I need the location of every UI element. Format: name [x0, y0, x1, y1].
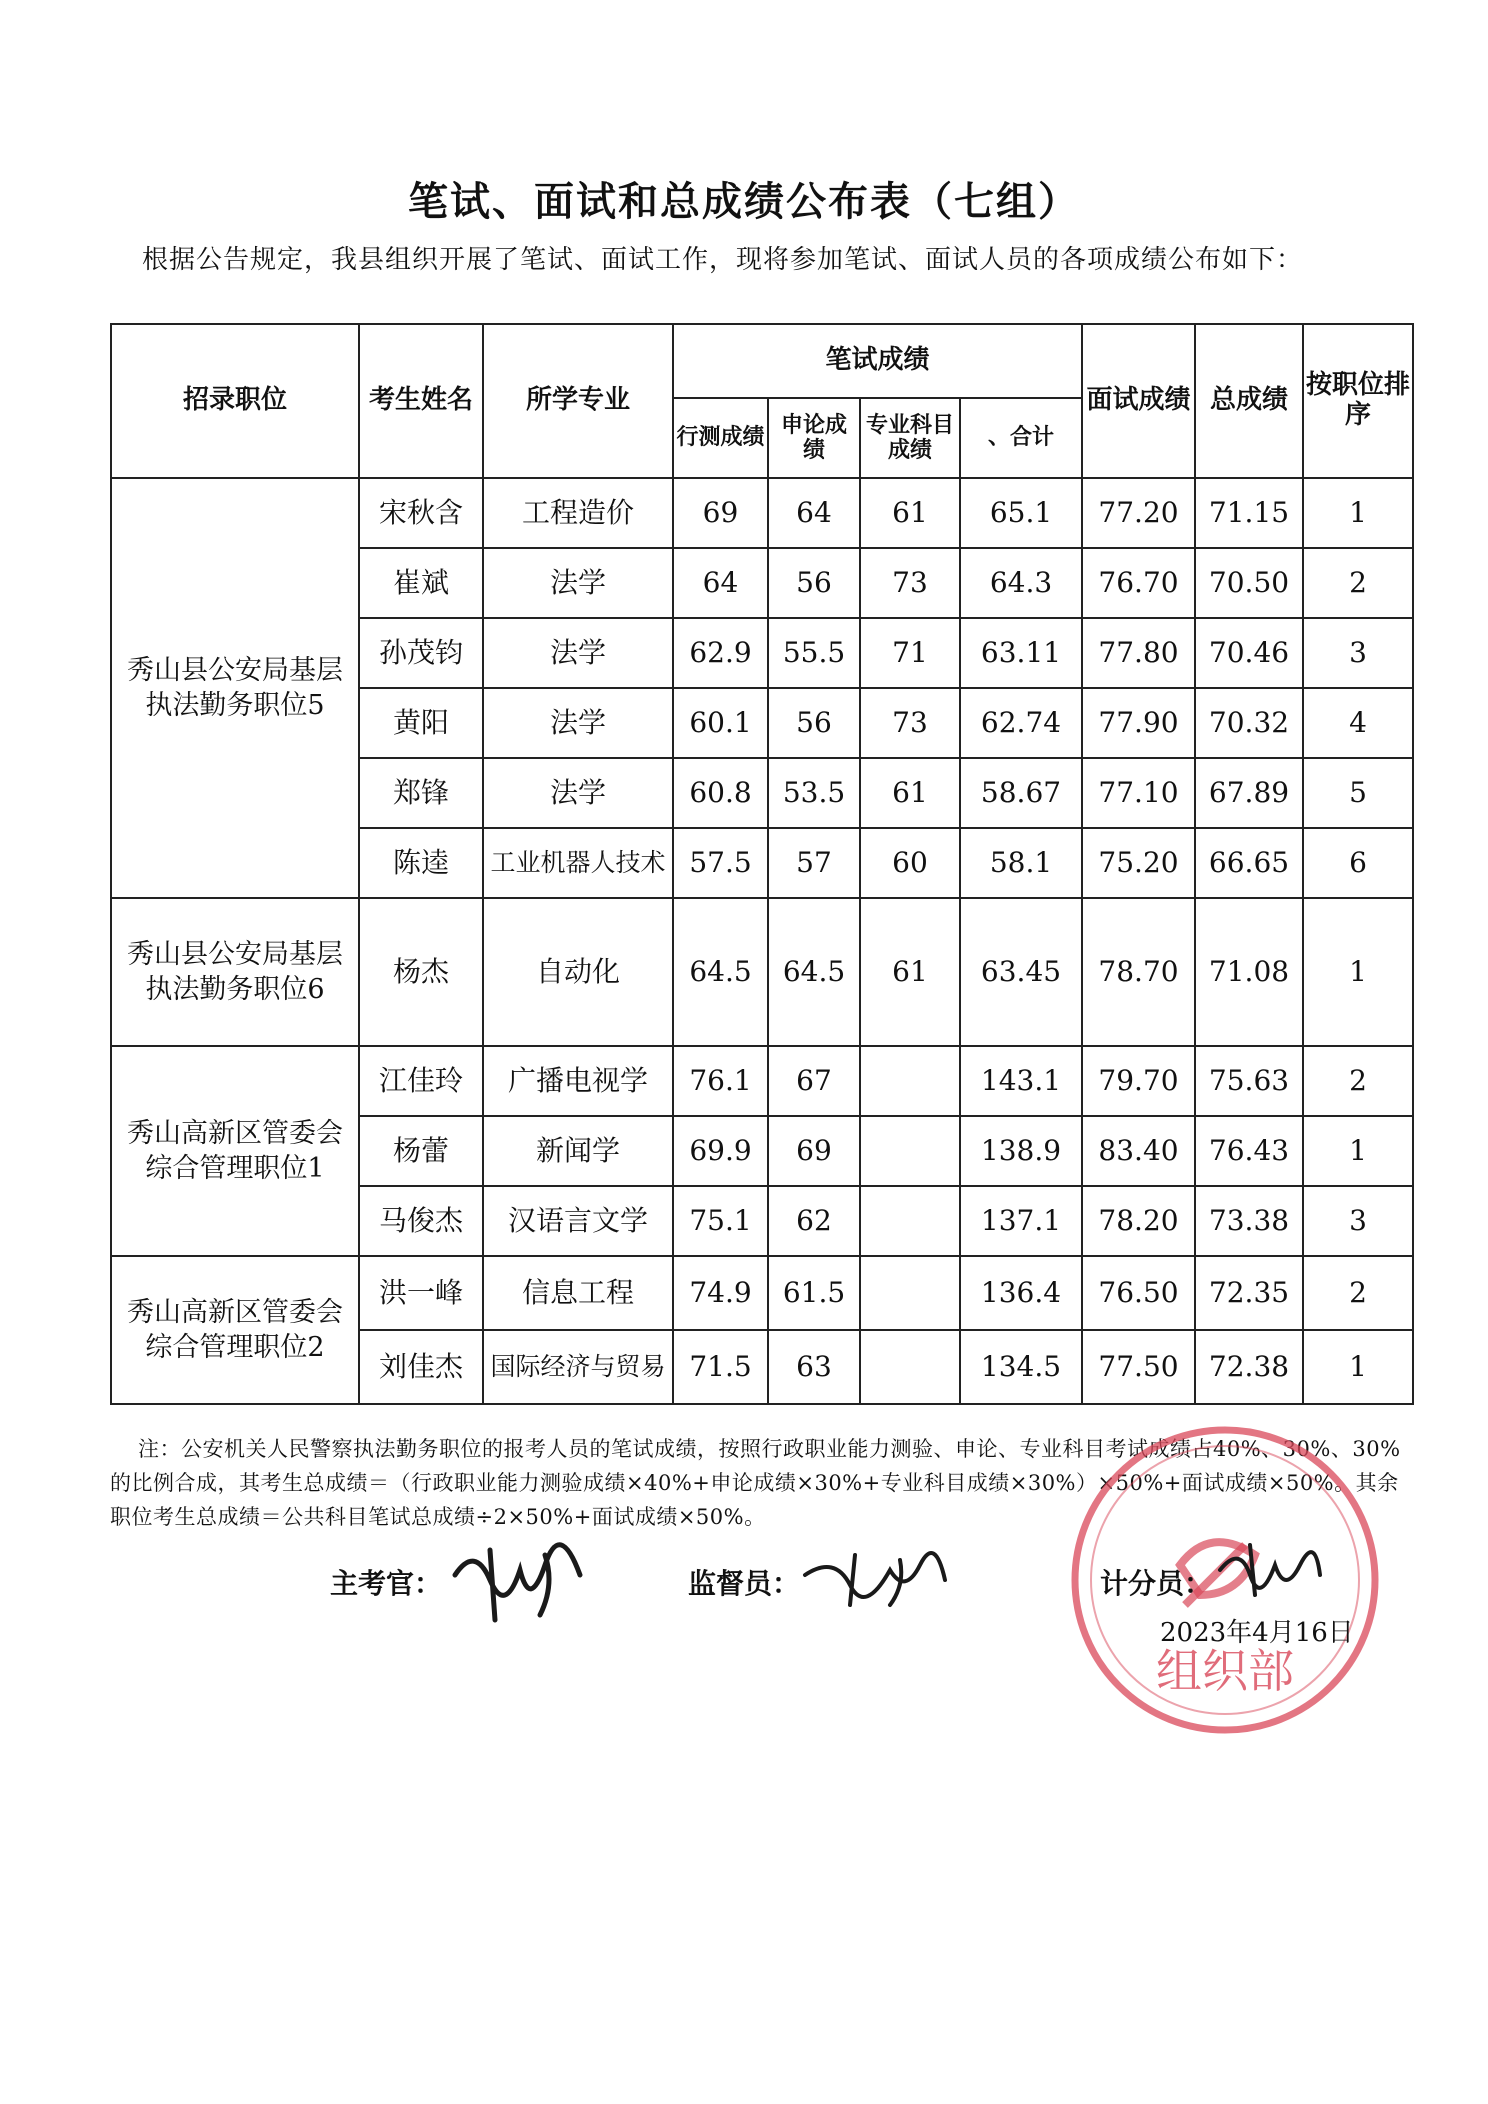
xingce-cell: 71.5: [673, 1330, 768, 1404]
total-cell: 67.89: [1195, 758, 1303, 828]
header-written: 笔试成绩: [673, 324, 1082, 398]
examiner-signature: [450, 1535, 600, 1625]
heji-cell: 58.1: [960, 828, 1082, 898]
position-cell: 秀山高新区管委会综合管理职位2: [111, 1256, 359, 1404]
table-row: [111, 898, 1413, 1046]
shenlun-cell: 56: [768, 688, 860, 758]
header-total: 总成绩: [1195, 324, 1303, 478]
name-cell: 洪一峰: [359, 1256, 483, 1330]
rank-cell: 6: [1303, 828, 1413, 898]
zhuanye-cell: 61: [860, 898, 960, 1046]
xingce-cell: 75.1: [673, 1186, 768, 1256]
major-cell: 汉语言文学: [483, 1186, 673, 1256]
position-cell: 秀山高新区管委会综合管理职位1: [111, 1046, 359, 1256]
zhuanye-cell: [860, 1186, 960, 1256]
header-position: 招录职位: [111, 324, 359, 478]
zhuanye-cell: 61: [860, 758, 960, 828]
position-cell: 秀山县公安局基层执法勤务职位5: [111, 478, 359, 898]
major-cell: 工业机器人技术: [483, 828, 673, 898]
shenlun-cell: 67: [768, 1046, 860, 1116]
total-cell: 71.15: [1195, 478, 1303, 548]
heji-cell: 137.1: [960, 1186, 1082, 1256]
examiner-label: 主考官：: [330, 1567, 443, 1600]
zhuanye-cell: [860, 1116, 960, 1186]
interview-cell: 79.70: [1082, 1046, 1195, 1116]
zhuanye-cell: [860, 1256, 960, 1330]
major-cell: 法学: [483, 618, 673, 688]
heji-cell: 64.3: [960, 548, 1082, 618]
supervisor-label: 监督员：: [688, 1567, 801, 1600]
name-cell: 刘佳杰: [359, 1330, 483, 1404]
page-title: 笔试、面试和总成绩公布表（七组）: [408, 179, 1080, 225]
shenlun-cell: 61.5: [768, 1256, 860, 1330]
name-cell: 陈逵: [359, 828, 483, 898]
interview-cell: 77.90: [1082, 688, 1195, 758]
major-cell: 法学: [483, 758, 673, 828]
interview-cell: 75.20: [1082, 828, 1195, 898]
heji-cell: 143.1: [960, 1046, 1082, 1116]
interview-cell: 78.20: [1082, 1186, 1195, 1256]
major-cell: 广播电视学: [483, 1046, 673, 1116]
rank-cell: 3: [1303, 1186, 1413, 1256]
interview-cell: 77.20: [1082, 478, 1195, 548]
header-heji: 、合计: [960, 398, 1082, 478]
name-cell: 黄阳: [359, 688, 483, 758]
position-cell: 秀山县公安局基层执法勤务职位6: [111, 898, 359, 1046]
header-xingce: 行测成绩: [673, 398, 768, 478]
xingce-cell: 69.9: [673, 1116, 768, 1186]
interview-cell: 76.70: [1082, 548, 1195, 618]
xingce-cell: 69: [673, 478, 768, 548]
rank-cell: 5: [1303, 758, 1413, 828]
total-cell: 71.08: [1195, 898, 1303, 1046]
zhuanye-cell: 73: [860, 548, 960, 618]
total-cell: 72.35: [1195, 1256, 1303, 1330]
zhuanye-cell: 73: [860, 688, 960, 758]
name-cell: 江佳玲: [359, 1046, 483, 1116]
rank-cell: 4: [1303, 688, 1413, 758]
zhuanye-cell: 71: [860, 618, 960, 688]
zhuanye-cell: 61: [860, 478, 960, 548]
total-cell: 72.38: [1195, 1330, 1303, 1404]
name-cell: 马俊杰: [359, 1186, 483, 1256]
interview-cell: 76.50: [1082, 1256, 1195, 1330]
scorer-signature: [1215, 1535, 1325, 1605]
issue-date: 2023年4月16日: [1160, 1618, 1354, 1648]
zhuanye-cell: [860, 1330, 960, 1404]
xingce-cell: 60.1: [673, 688, 768, 758]
total-cell: 70.50: [1195, 548, 1303, 618]
total-cell: 70.46: [1195, 618, 1303, 688]
shenlun-cell: 55.5: [768, 618, 860, 688]
scorer-label: 计分员：: [1100, 1567, 1213, 1600]
header-zhuanye: 专业科目成绩: [860, 398, 960, 478]
rank-cell: 1: [1303, 898, 1413, 1046]
major-cell: 新闻学: [483, 1116, 673, 1186]
table-row: [111, 478, 1413, 548]
heji-cell: 63.11: [960, 618, 1082, 688]
major-cell: 自动化: [483, 898, 673, 1046]
shenlun-cell: 62: [768, 1186, 860, 1256]
major-cell: 信息工程: [483, 1256, 673, 1330]
score-table: [110, 323, 1414, 1405]
name-cell: 孙茂钧: [359, 618, 483, 688]
xingce-cell: 64.5: [673, 898, 768, 1046]
xingce-cell: 62.9: [673, 618, 768, 688]
name-cell: 杨杰: [359, 898, 483, 1046]
shenlun-cell: 69: [768, 1116, 860, 1186]
name-cell: 崔斌: [359, 548, 483, 618]
zhuanye-cell: [860, 1046, 960, 1116]
footnote: 注：公安机关人民警察执法勤务职位的报考人员的笔试成绩，按照行政职业能力测验、申论、专业科目考试成绩占40%、30%、30%的比例合成，其考生总成绩＝（行政职业能力测验成绩×40%+申论成绩×30%+专业科目成绩×30%）×50%+面试成绩×50%。其余职位考生总成绩＝公共科目笔试总成绩÷2×50%+面试成绩×50%。: [110, 1437, 1401, 1529]
header-major: 所学专业: [483, 324, 673, 478]
name-cell: 宋秋含: [359, 478, 483, 548]
table-row: [111, 1046, 1413, 1116]
total-cell: 66.65: [1195, 828, 1303, 898]
xingce-cell: 64: [673, 548, 768, 618]
interview-cell: 83.40: [1082, 1116, 1195, 1186]
xingce-cell: 76.1: [673, 1046, 768, 1116]
rank-cell: 1: [1303, 1330, 1413, 1404]
header-interview: 面试成绩: [1082, 324, 1195, 478]
heji-cell: 63.45: [960, 898, 1082, 1046]
shenlun-cell: 57: [768, 828, 860, 898]
rank-cell: 1: [1303, 1116, 1413, 1186]
xingce-cell: 60.8: [673, 758, 768, 828]
header-rank: 按职位排序: [1303, 324, 1413, 478]
heji-cell: 136.4: [960, 1256, 1082, 1330]
name-cell: 杨蕾: [359, 1116, 483, 1186]
total-cell: 76.43: [1195, 1116, 1303, 1186]
xingce-cell: 74.9: [673, 1256, 768, 1330]
rank-cell: 1: [1303, 478, 1413, 548]
major-cell: 法学: [483, 548, 673, 618]
xingce-cell: 57.5: [673, 828, 768, 898]
heji-cell: 65.1: [960, 478, 1082, 548]
interview-cell: 77.10: [1082, 758, 1195, 828]
shenlun-cell: 64: [768, 478, 860, 548]
seal-text: 组织部: [1156, 1644, 1294, 1698]
heji-cell: 58.67: [960, 758, 1082, 828]
table-row: [111, 1256, 1413, 1330]
rank-cell: 3: [1303, 618, 1413, 688]
rank-cell: 2: [1303, 548, 1413, 618]
interview-cell: 77.50: [1082, 1330, 1195, 1404]
heji-cell: 138.9: [960, 1116, 1082, 1186]
total-cell: 73.38: [1195, 1186, 1303, 1256]
shenlun-cell: 64.5: [768, 898, 860, 1046]
interview-cell: 77.80: [1082, 618, 1195, 688]
rank-cell: 2: [1303, 1046, 1413, 1116]
header-name: 考生姓名: [359, 324, 483, 478]
intro-paragraph: 根据公告规定，我县组织开展了笔试、面试工作，现将参加笔试、面试人员的各项成绩公布如下：: [142, 245, 1304, 275]
total-cell: 70.32: [1195, 688, 1303, 758]
shenlun-cell: 63: [768, 1330, 860, 1404]
header-shenlun: 申论成绩: [768, 398, 860, 478]
zhuanye-cell: 60: [860, 828, 960, 898]
total-cell: 75.63: [1195, 1046, 1303, 1116]
shenlun-cell: 53.5: [768, 758, 860, 828]
major-cell: 工程造价: [483, 478, 673, 548]
major-cell: 国际经济与贸易: [483, 1330, 673, 1404]
heji-cell: 134.5: [960, 1330, 1082, 1404]
interview-cell: 78.70: [1082, 898, 1195, 1046]
supervisor-signature: [800, 1545, 950, 1615]
shenlun-cell: 56: [768, 548, 860, 618]
major-cell: 法学: [483, 688, 673, 758]
heji-cell: 62.74: [960, 688, 1082, 758]
name-cell: 郑锋: [359, 758, 483, 828]
rank-cell: 2: [1303, 1256, 1413, 1330]
